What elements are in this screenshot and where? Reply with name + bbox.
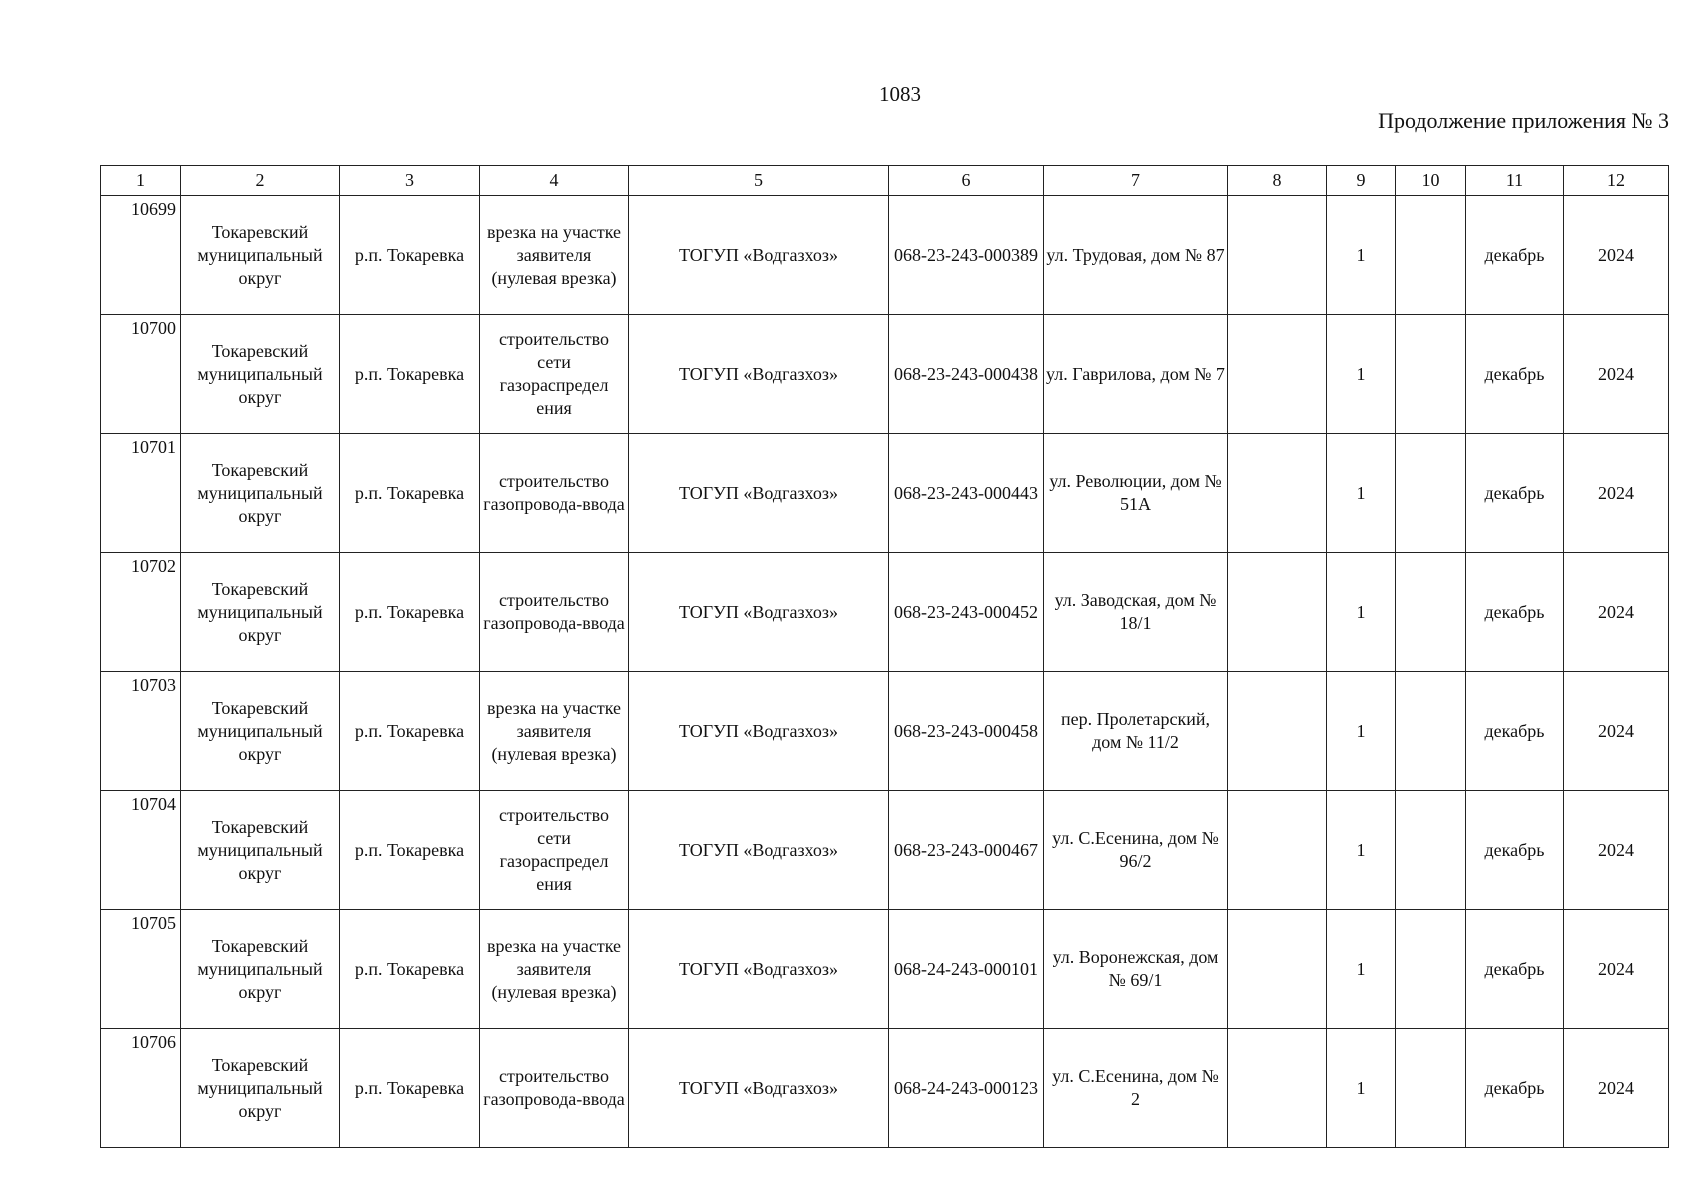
cell-settlement: р.п. Токаревка <box>340 553 480 672</box>
cell-district: Токаревский муниципальный округ <box>181 1029 340 1148</box>
cell-organization: ТОГУП «Водгазхоз» <box>629 434 889 553</box>
table-row <box>101 553 1669 672</box>
column-header: 6 <box>889 166 1044 196</box>
cell-address: ул. С.Есенина, дом № 2 <box>1044 1029 1228 1148</box>
cell-quantity: 1 <box>1327 434 1396 553</box>
cell-work-type: врезка на участке заявителя (нулевая врезка) <box>480 910 629 1029</box>
cell-quantity: 1 <box>1327 672 1396 791</box>
cell-column-8 <box>1228 791 1327 910</box>
column-header: 3 <box>340 166 480 196</box>
cell-settlement: р.п. Токаревка <box>340 1029 480 1148</box>
cell-organization: ТОГУП «Водгазхоз» <box>629 196 889 315</box>
cell-work-type: врезка на участке заявителя (нулевая врезка) <box>480 672 629 791</box>
table-row <box>101 672 1669 791</box>
cell-year: 2024 <box>1564 672 1669 791</box>
column-header: 1 <box>101 166 181 196</box>
cell-quantity: 1 <box>1327 910 1396 1029</box>
cell-work-type: строительство газопровода-ввода <box>480 553 629 672</box>
cell-request-code: 068-24-243-000123 <box>889 1029 1044 1148</box>
cell-request-code: 068-23-243-000443 <box>889 434 1044 553</box>
cell-quantity: 1 <box>1327 791 1396 910</box>
column-header: 11 <box>1466 166 1564 196</box>
cell-column-8 <box>1228 910 1327 1029</box>
cell-column-10 <box>1396 672 1466 791</box>
cell-month: декабрь <box>1466 315 1564 434</box>
cell-settlement: р.п. Токаревка <box>340 791 480 910</box>
cell-row-number: 10706 <box>101 1029 181 1148</box>
cell-district: Токаревский муниципальный округ <box>181 553 340 672</box>
table-body <box>101 196 1669 1148</box>
header-row <box>101 166 1669 196</box>
cell-settlement: р.п. Токаревка <box>340 434 480 553</box>
cell-column-8 <box>1228 315 1327 434</box>
cell-column-10 <box>1396 791 1466 910</box>
page-number: 1083 <box>879 82 921 106</box>
cell-month: декабрь <box>1466 672 1564 791</box>
cell-year: 2024 <box>1564 553 1669 672</box>
table-row <box>101 791 1669 910</box>
cell-request-code: 068-23-243-000438 <box>889 315 1044 434</box>
cell-quantity: 1 <box>1327 315 1396 434</box>
cell-settlement: р.п. Токаревка <box>340 196 480 315</box>
cell-column-8 <box>1228 672 1327 791</box>
cell-month: декабрь <box>1466 196 1564 315</box>
cell-column-8 <box>1228 196 1327 315</box>
cell-district: Токаревский муниципальный округ <box>181 434 340 553</box>
cell-district: Токаревский муниципальный округ <box>181 315 340 434</box>
cell-district: Токаревский муниципальный округ <box>181 196 340 315</box>
column-header: 4 <box>480 166 629 196</box>
cell-row-number: 10704 <box>101 791 181 910</box>
table-row <box>101 1029 1669 1148</box>
cell-column-8 <box>1228 1029 1327 1148</box>
column-header: 8 <box>1228 166 1327 196</box>
column-header: 9 <box>1327 166 1396 196</box>
cell-year: 2024 <box>1564 791 1669 910</box>
cell-work-type: строительство сети газораспредел ения <box>480 315 629 434</box>
cell-organization: ТОГУП «Водгазхоз» <box>629 791 889 910</box>
cell-organization: ТОГУП «Водгазхоз» <box>629 315 889 434</box>
cell-column-10 <box>1396 315 1466 434</box>
cell-address: ул. Гаврилова, дом № 7 <box>1044 315 1228 434</box>
cell-month: декабрь <box>1466 910 1564 1029</box>
cell-request-code: 068-23-243-000389 <box>889 196 1044 315</box>
cell-column-10 <box>1396 196 1466 315</box>
cell-column-10 <box>1396 910 1466 1029</box>
cell-column-8 <box>1228 434 1327 553</box>
table-row <box>101 910 1669 1029</box>
column-header: 10 <box>1396 166 1466 196</box>
cell-column-8 <box>1228 553 1327 672</box>
cell-quantity: 1 <box>1327 196 1396 315</box>
cell-organization: ТОГУП «Водгазхоз» <box>629 672 889 791</box>
cell-organization: ТОГУП «Водгазхоз» <box>629 910 889 1029</box>
column-header: 2 <box>181 166 340 196</box>
table-row <box>101 196 1669 315</box>
column-header: 7 <box>1044 166 1228 196</box>
column-header: 12 <box>1564 166 1669 196</box>
cell-year: 2024 <box>1564 196 1669 315</box>
cell-month: декабрь <box>1466 434 1564 553</box>
cell-column-10 <box>1396 434 1466 553</box>
cell-work-type: врезка на участке заявителя (нулевая врезка) <box>480 196 629 315</box>
cell-work-type: строительство газопровода-ввода <box>480 434 629 553</box>
cell-district: Токаревский муниципальный округ <box>181 791 340 910</box>
cell-row-number: 10699 <box>101 196 181 315</box>
cell-settlement: р.п. Токаревка <box>340 315 480 434</box>
cell-month: декабрь <box>1466 1029 1564 1148</box>
cell-row-number: 10701 <box>101 434 181 553</box>
cell-row-number: 10700 <box>101 315 181 434</box>
cell-address: ул. С.Есенина, дом № 96/2 <box>1044 791 1228 910</box>
cell-organization: ТОГУП «Водгазхоз» <box>629 553 889 672</box>
cell-year: 2024 <box>1564 434 1669 553</box>
cell-row-number: 10705 <box>101 910 181 1029</box>
cell-month: декабрь <box>1466 791 1564 910</box>
table-row <box>101 434 1669 553</box>
cell-quantity: 1 <box>1327 1029 1396 1148</box>
cell-request-code: 068-24-243-000101 <box>889 910 1044 1029</box>
cell-request-code: 068-23-243-000467 <box>889 791 1044 910</box>
cell-column-10 <box>1396 553 1466 672</box>
column-header: 5 <box>629 166 889 196</box>
cell-work-type: строительство сети газораспредел ения <box>480 791 629 910</box>
cell-year: 2024 <box>1564 315 1669 434</box>
cell-district: Токаревский муниципальный округ <box>181 672 340 791</box>
cell-settlement: р.п. Токаревка <box>340 672 480 791</box>
cell-month: декабрь <box>1466 553 1564 672</box>
appendix-note: Продолжение приложения № 3 <box>1378 108 1669 133</box>
cell-address: пер. Пролетарский, дом № 11/2 <box>1044 672 1228 791</box>
cell-year: 2024 <box>1564 910 1669 1029</box>
cell-settlement: р.п. Токаревка <box>340 910 480 1029</box>
cell-request-code: 068-23-243-000458 <box>889 672 1044 791</box>
cell-address: ул. Воронежская, дом № 69/1 <box>1044 910 1228 1029</box>
register-table <box>100 165 1669 1148</box>
cell-district: Токаревский муниципальный округ <box>181 910 340 1029</box>
cell-address: ул. Трудовая, дом № 87 <box>1044 196 1228 315</box>
cell-address: ул. Заводская, дом № 18/1 <box>1044 553 1228 672</box>
cell-year: 2024 <box>1564 1029 1669 1148</box>
cell-row-number: 10702 <box>101 553 181 672</box>
table-row <box>101 315 1669 434</box>
cell-address: ул. Революции, дом № 51А <box>1044 434 1228 553</box>
cell-work-type: строительство газопровода-ввода <box>480 1029 629 1148</box>
cell-request-code: 068-23-243-000452 <box>889 553 1044 672</box>
cell-column-10 <box>1396 1029 1466 1148</box>
cell-organization: ТОГУП «Водгазхоз» <box>629 1029 889 1148</box>
cell-row-number: 10703 <box>101 672 181 791</box>
cell-quantity: 1 <box>1327 553 1396 672</box>
